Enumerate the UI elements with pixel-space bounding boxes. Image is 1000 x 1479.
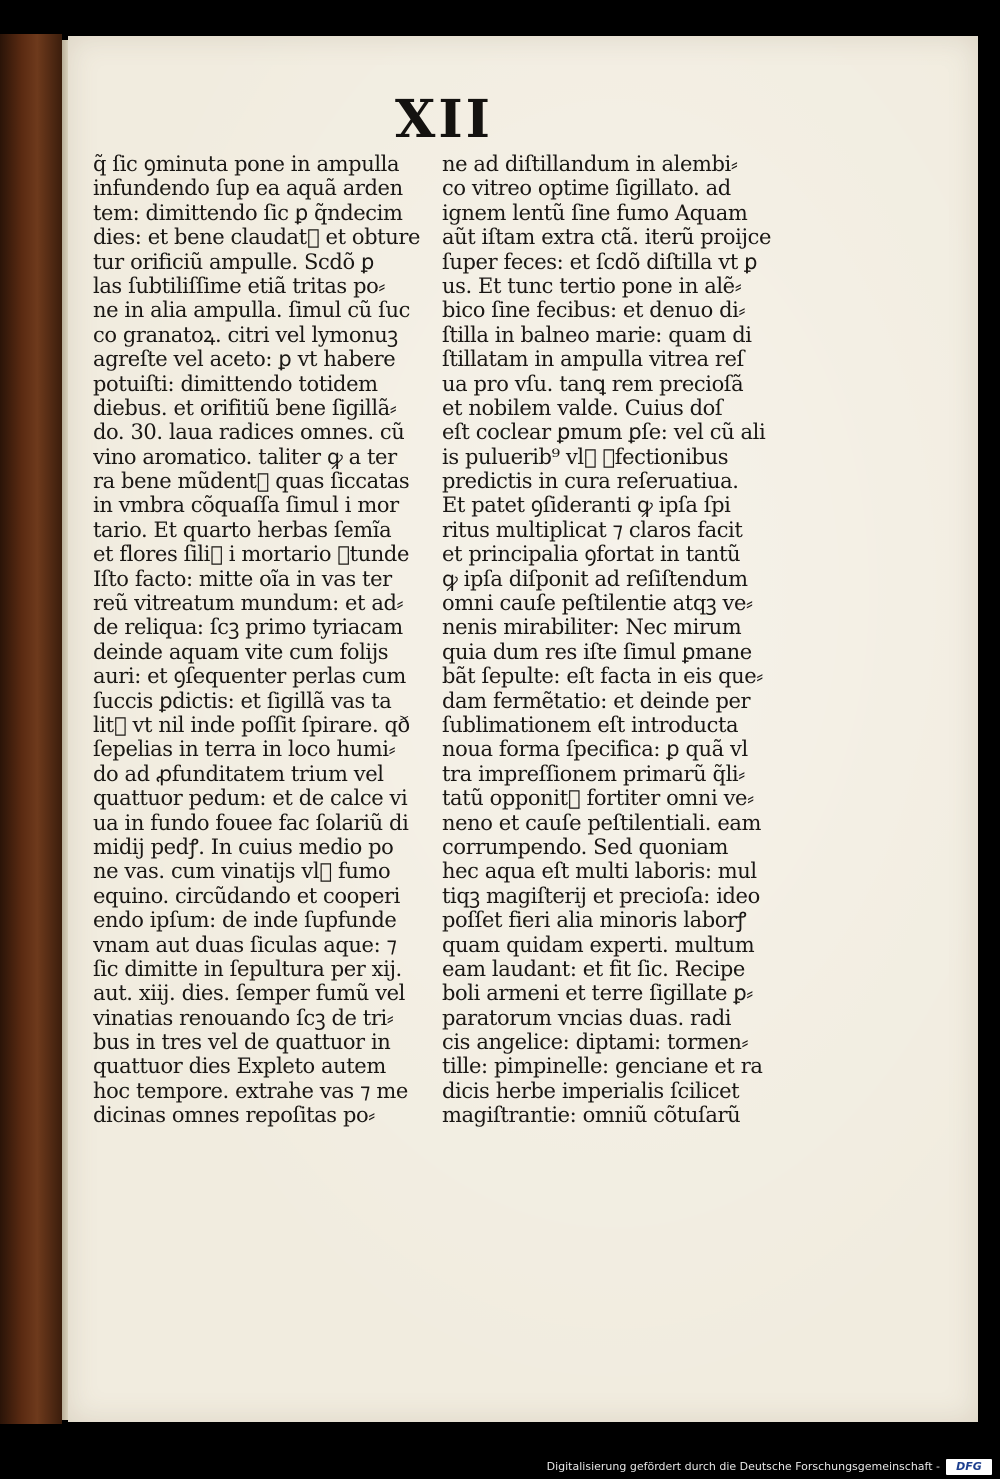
text-line: tem: dimittendo ſic ꝑ q̃ndecim: [93, 200, 403, 225]
text-line: co granatoꝝ. citri vel lymonuꝫ: [93, 322, 398, 347]
text-line: dam fermẽtatio: et deinde per: [442, 688, 751, 713]
text-line: do ad ꝓfunditatem trium vel: [93, 761, 384, 786]
text-line: magiſtrantie: omniũ cõtuſarũ: [442, 1103, 741, 1128]
text-line: noua forma ſpecifica: ꝑ quã vl: [442, 737, 748, 762]
text-line: aut. xiij. dies. ſemper fumũ vel: [93, 981, 406, 1006]
text-line: is puluerib⁹ vl᷑ ꝯfectionibus: [442, 444, 729, 469]
text-line: bãt ſepulte: eſt facta in eis que⸗: [442, 664, 763, 689]
text-line: us. Et tunc tertio pone in alẽ⸗: [442, 273, 742, 298]
text-line: dicis herbe imperialis ſcilicet: [442, 1078, 740, 1103]
text-line: predictis in cura reſeruatiua.: [442, 469, 739, 494]
text-line: ra bene mũdent᷑ quas ſiccatas: [93, 469, 410, 494]
text-line: do. 30. laua radices omnes. cũ: [93, 420, 405, 445]
text-line: tiqꝫ magiſterij et precioſa: ideo: [442, 883, 760, 908]
text-line: auri: et ꝯſequenter perlas cum: [93, 664, 406, 689]
text-line: dies: et bene claudat᷑ et obture: [93, 225, 421, 250]
text-line: hec aqua eſt multi laboris: mul: [442, 859, 757, 884]
text-line: ſublimationem eſt introducta: [442, 712, 739, 737]
text-line: agreſte vel aceto: ꝑ vt habere: [93, 347, 396, 372]
text-line: potuiſti: dimittendo totidem: [93, 371, 378, 396]
right-text-column: [442, 152, 802, 1212]
text-line: vino aromatico. taliter ꝙ a ter: [93, 444, 397, 469]
text-line: las ſubtiliſſime etiã tritas po⸗: [93, 273, 385, 298]
text-line: et nobilem valde. Cuius doſ: [442, 395, 723, 420]
text-line: q̃ ſic ꝯminuta pone in ampulla: [93, 152, 400, 176]
text-line: infundendo ſup ea aquã arden: [93, 176, 403, 201]
text-line: tur orificiũ ampulle. Scdõ ꝑ: [93, 249, 374, 274]
text-line: tatũ opponit᷑ fortiter omni ve⸗: [442, 786, 754, 811]
text-line: nenis mirabiliter: Nec mirum: [442, 615, 742, 640]
text-line: ua in fundo fouee fac ſolariũ di: [93, 810, 409, 835]
text-line: co vitreo optime ſigillato. ad: [442, 176, 731, 201]
text-line: Iſto facto: mitte oĩa in vas ter: [93, 566, 392, 591]
text-line: ne vas. cum vinatijs vl᷑ fumo: [93, 859, 391, 884]
text-line: midij pedꝭ. In cuius medio po: [93, 834, 394, 859]
text-line: paratorum vncias duas. radi: [442, 1005, 732, 1030]
text-line: eam laudant: et fit ſic. Recipe: [442, 956, 745, 981]
text-line: ua pro vſu. tanꝗ rem precioſã: [442, 371, 744, 396]
text-line: lit᷑ vt nil inde poſſit ſpirare. qð: [93, 712, 410, 737]
left-text-column: [93, 152, 453, 1212]
text-line: hoc tempore. extrahe vas ⁊ me: [93, 1078, 408, 1103]
text-line: de reliqua: ſcꝫ primo tyriacam: [93, 615, 403, 640]
text-line: ſepelias in terra in loco humi⸗: [93, 737, 396, 762]
text-line: equino. circũdando et cooperi: [93, 883, 400, 908]
text-line: et flores ſili᷑ i mortario ꝯtunde: [93, 542, 409, 567]
text-line: deinde aquam vite cum folijs: [93, 639, 389, 664]
text-line: poſſet fieri alia minoris laborꝭ: [442, 908, 747, 933]
text-line: bus in tres vel de quattuor in: [93, 1030, 391, 1055]
text-line: quia dum res iſte ſimul ꝑmane: [442, 639, 752, 664]
text-line: vnam aut duas ſiculas aque: ⁊: [93, 932, 397, 957]
text-line: aũt iſtam extra ctã. iterũ proijce: [442, 225, 771, 250]
text-line: quattuor pedum: et de calce vi: [93, 786, 408, 811]
text-line: ignem lentũ ſine fumo Aquam: [442, 200, 748, 225]
text-line: bico ſine fecibus: et denuo di⸗: [442, 298, 746, 323]
text-line: boli armeni et terre ſigillate ꝑ⸗: [442, 981, 753, 1006]
text-line: vinatias renouando ſcꝫ de tri⸗: [93, 1005, 394, 1030]
text-line: quattuor dies Expleto autem: [93, 1054, 386, 1079]
folio-number: XII: [395, 89, 493, 150]
text-line: ꝙ ipſa diſponit ad reſiſtendum: [442, 566, 748, 591]
text-line: ſuccis ꝑdictis: et ſigillã vas ta: [93, 688, 392, 713]
text-line: endo ipſum: de inde ſupfunde: [93, 908, 397, 933]
text-line: in vmbra cõquaſſa ſimul i mor: [93, 493, 399, 518]
text-line: corrumpendo. Sed quoniam: [442, 834, 728, 859]
text-line: et principalia ꝯfortat in tantũ: [442, 542, 741, 567]
text-line: quam quidam experti. multum: [442, 932, 755, 957]
text-line: neno et cauſe peſtilentiali. eam: [442, 810, 762, 835]
text-line: reũ vitreatum mundum: et ad⸗: [93, 591, 404, 616]
text-line: eſt coclear ꝑmum ꝑſe: vel cũ ali: [442, 420, 766, 445]
text-line: tille: pimpinelle: genciane et ra: [442, 1054, 763, 1079]
text-line: tario. Et quarto herbas ſemĩa: [93, 517, 392, 542]
book-binding: [0, 34, 62, 1424]
text-line: ſuper feces: et ſcdõ diſtilla vt ꝑ: [442, 249, 758, 274]
text-line: dicinas omnes repoſitas po⸗: [93, 1103, 375, 1128]
digitization-credit: Digitalisierung gefördert durch die Deutsche Forschungsgemeinschaft -: [546, 1460, 940, 1473]
text-line: ne in alia ampulla. ſimul cũ ſuc: [93, 298, 410, 323]
text-line: ſtillatam in ampulla vitrea reſ: [442, 347, 744, 372]
dfg-logo: DFG: [946, 1459, 992, 1475]
text-line: ritus multiplicat ⁊ claros facit: [442, 517, 743, 542]
text-line: diebus. et orifitiũ bene ſigillã⸗: [93, 395, 397, 420]
text-line: ne ad diſtillandum in alembi⸗: [442, 152, 738, 176]
text-line: ſtilla in balneo marie: quam di: [442, 322, 752, 347]
text-line: ſic dimitte in ſepultura per xij.: [93, 956, 402, 981]
text-line: omni cauſe peſtilentie atqꝫ ve⸗: [442, 591, 753, 616]
text-line: tra impreſſionem primarũ q̃li⸗: [442, 761, 745, 786]
book-page: [68, 36, 978, 1422]
text-line: cis angelice: diptami: tormen⸗: [442, 1030, 749, 1055]
text-line: Et patet ꝯſideranti ꝙ ipſa ſpi: [442, 493, 731, 518]
